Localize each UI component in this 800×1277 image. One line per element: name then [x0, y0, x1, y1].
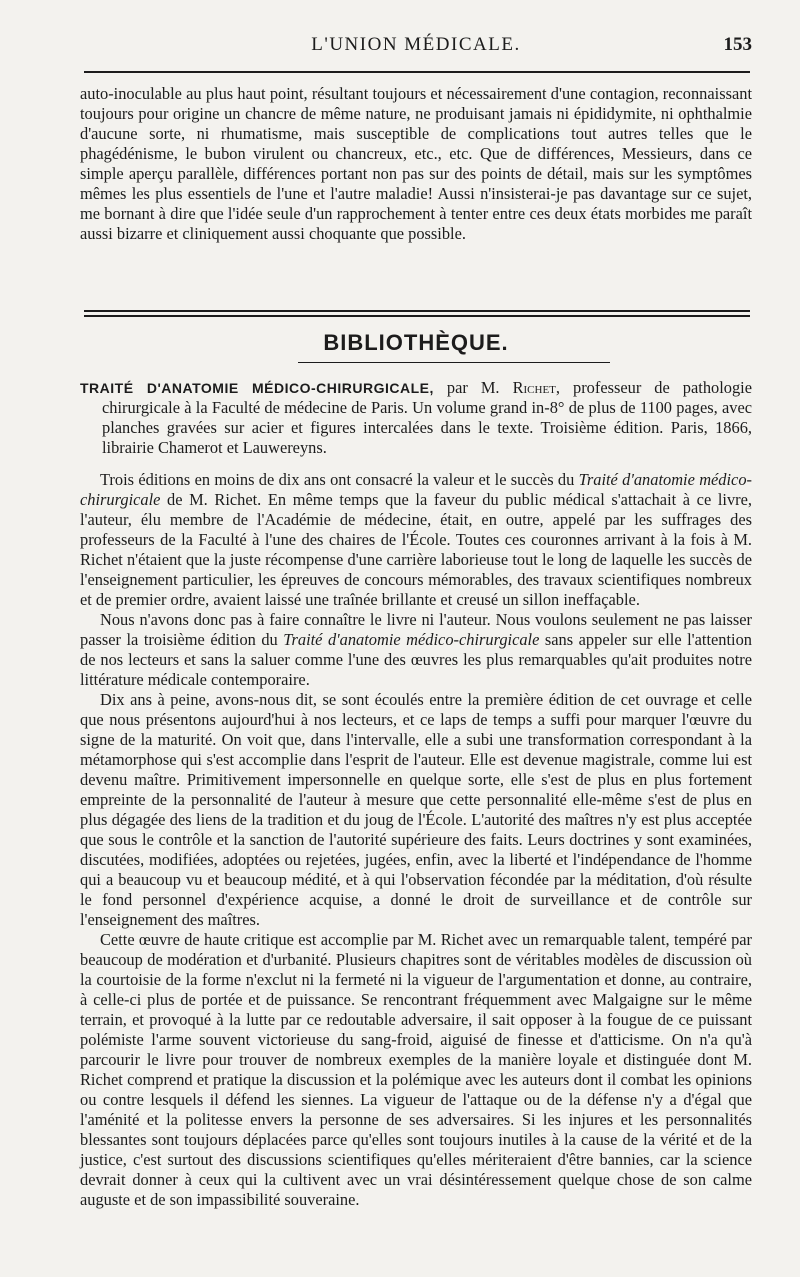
review-p1-book-title: Traité d'anatomie médico-chirurgicale	[80, 470, 752, 509]
intro-text: auto-inoculable au plus haut point, résultant toujours et nécessairement d'une contagion, reconnaissant toujours pour origine un chancre de même nature, ne produisant jamais ni épididymite, ni ophthalmie d'aucune sorte, ni rhumatisme, mais susceptible de complications tout autres telles que le phagédénisme, le bubon virulent ou chancreux, etc., etc. Que de différences, Messieurs, dans ce simple aperçu parallèle, différences portant non pas sur des points de détail, mais sur les symptômes mêmes les plus essentiels de l'une et l'autre maladie! Aussi n'insisterai-je pas davantage sur ce sujet, me bornant à dire que l'idée seule d'un rapprochement à tenter entre ces deux états morbides me paraît aussi bizarre et cliniquement aussi choquante que possible.	[80, 84, 752, 243]
review-paragraph-1	[80, 470, 752, 610]
book-details: , professeur de pathologie chirurgicale à la Faculté de médecine de Paris. Un volume grand in-8° de plus de 1100 pages, avec planches gravées sur acier et figures intercalées dans le texte. Troisième édition. Paris, 1866, librairie Chamerot et Lauwereyns.	[102, 378, 752, 457]
book-entry	[80, 378, 752, 458]
book-citation	[80, 378, 752, 458]
review-p1-text-a: Trois éditions en moins de dix ans ont consacré la valeur et le succès du	[100, 470, 575, 489]
review-p2-text-b: sans appeler sur elle l'attention de nos lecteurs et sans la saluer comme l'une des œuvres les plus remarquables qu'ait produites notre littérature médicale contemporaire.	[80, 630, 752, 689]
section-rule-lower	[84, 315, 750, 317]
review-p2-book-title: Traité d'anatomie médico-chirurgicale	[283, 630, 540, 649]
section-rule-upper	[84, 310, 750, 312]
heading-underline	[298, 362, 610, 363]
review-body	[80, 470, 752, 1210]
book-by: par M.	[446, 378, 500, 397]
review-paragraph-3: Dix ans à peine, avons-nous dit, se sont écoulés entre la première édition de cet ouvrage et celle que nous présentons aujourd'hui à nos lecteurs, et ce laps de temps a suffi pour marquer l'œuvre du signe de la maturité. On voit que, dans l'intervalle, elle a subi une transformation correspondant à la métamorphose qui s'est accomplie dans l'esprit de l'auteur. Elle est devenue magistrale, comme lui est devenu maître. Primitivement impersonnelle en quelque sorte, elle s'est de plus en plus fortement empreinte de la personnalité de l'auteur à mesure que cette personnalité elle-même s'est de plus en plus dégagée des liens de la tradition et du joug de l'École. L'autorité des maîtres n'y est plus acceptée que sous le contrôle et la sanction de l'autorité supérieure des faits. Leurs doctrines y sont examinées, discutées, modifiées, adoptées ou rejetées, jugées, enfin, avec la liberté et l'indépendance de l'homme qui a beaucoup vu et beaucoup médité, et à qui l'observation fécondée par la méditation, d'où résulte le fond personnel d'expérience acquise, a donné le droit de surveillance et de contrôle sur l'enseignement des maîtres.	[80, 690, 752, 929]
running-head	[80, 34, 752, 58]
review-paragraph-4: Cette œuvre de haute critique est accomplie par M. Richet avec un remarquable talent, tempéré par beaucoup de modération et d'urbanité. Plusieurs chapitres sont de véritables modèles de discussion où la courtoisie de la forme n'exclut ni la fermeté ni la vigueur de l'argumentation et donne, au contraire, à celle-ci plus de portée et de puissance. Se rencontrant fréquemment avec Malgaigne sur le même terrain, et provoqué à la lutte par ce redoutable adversaire, il sait opposer à la fougue de ce puissant polémiste l'arme souvent victorieuse du sang-froid, aiguisé de finesse et d'atticisme. On n'a qu'à parcourir le livre pour trouver de nombreux exemples de la manière loyale et distinguée dont M. Richet comprend et pratique la discussion et la polémique avec les auteurs dont il combat les opinions ou contre lesquels il défend les siennes. La vigueur de l'attaque ou de la défense n'y a d'égal que l'aménité et la politesse envers la personne de ses adversaires. Si les injures et les personnalités blessantes sont toujours déplacées parce qu'elles sont toujours inutiles à la cause de la vérité et de la justice, c'est surtout des discussions scientifiques qu'elles mériteraient d'être bannies, car la science devrait donner à ceux qui la cultivent avec un vrai désintéressement quelque chose de son calme auguste et de son impassibilité souveraine.	[80, 930, 752, 1209]
review-p1-text-b: de M. Richet. En même temps que la faveur du public médical s'attachait à ce livre, l'auteur, élu membre de l'Académie de médecine, était, en outre, appelé par les suffrages des professeurs de la Faculté à l'une des chaires de l'École. Toutes ces couronnes arrivant à la fois à M. Richet n'étaient que la juste récompense d'une carrière laborieuse tout le long de laquelle les succès de l'enseignement particulier, les épreuves de concours mémorables, des travaux scientifiques nombreux et de premier ordre, avaient laissé une traînée brillante et creusé un sillon ineffaçable.	[80, 490, 752, 609]
page-number: 153	[723, 34, 752, 55]
header-rule	[84, 71, 750, 73]
review-p2-text-a: Nous n'avons donc pas à faire connaître le livre ni l'auteur. Nous voulons seulement ne pas laisser passer la troisième édition du	[80, 610, 752, 649]
intro-paragraph	[80, 84, 752, 244]
section-heading: BIBLIOTHÈQUE.	[323, 330, 509, 355]
book-author: Richet	[512, 378, 556, 397]
journal-title: L'UNION MÉDICALE.	[311, 34, 521, 55]
review-paragraph-2	[80, 610, 752, 690]
book-title: TRAITÉ D'ANATOMIE MÉDICO-CHIRURGICALE,	[80, 380, 434, 396]
